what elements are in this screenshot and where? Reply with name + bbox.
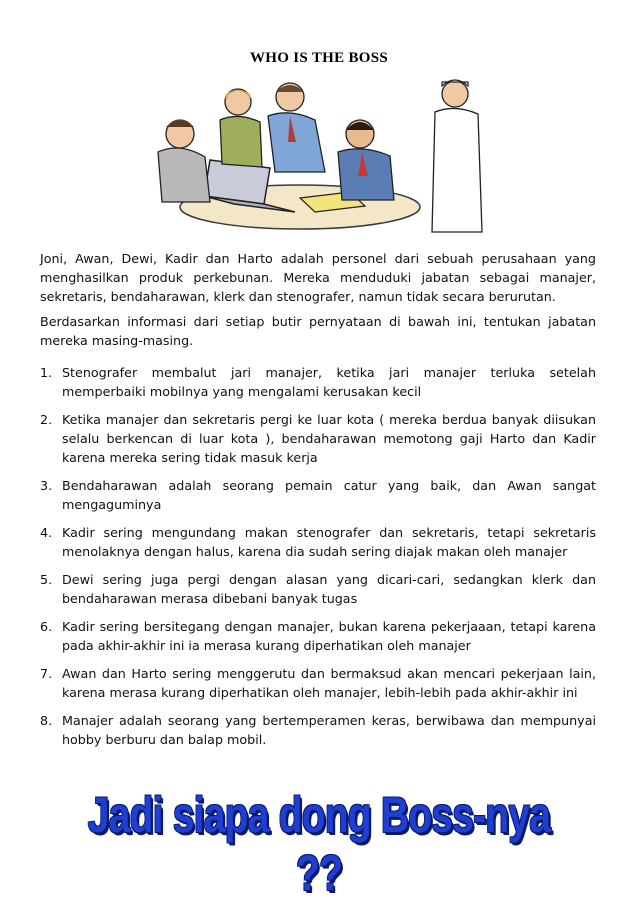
- list-number: 5.: [40, 572, 53, 587]
- list-item: [40, 363, 596, 401]
- list-number: 3.: [40, 478, 53, 493]
- list-text: Awan dan Harto sering menggerutu dan bermaksud akan mencari pekerjaan lain, karena merasa kurang diperhatikan oleh manajer, lebih-lebih pada akhir-akhir ini: [62, 666, 596, 700]
- list-number: 7.: [40, 666, 53, 681]
- list-item: [40, 476, 596, 514]
- list-text: Manajer adalah seorang yang bertemperamen keras, berwibawa dan mempunyai hobby berburu dan balap mobil.: [62, 713, 596, 747]
- list-number: 2.: [40, 412, 53, 427]
- closing-question-banner: Jadi siapa dong Boss-nya ??: [87, 787, 551, 901]
- list-text: Dewi sering juga pergi dengan alasan yang dicari-cari, sedangkan klerk dan bendaharawan merasa dibebani banyak tugas: [62, 572, 596, 606]
- list-item: [40, 664, 596, 702]
- list-text: Kadir sering bersitegang dengan manajer, bukan karena pekerjaaan, tetapi karena pada akhir-akhir ini ia merasa kurang diperhatikan oleh manajer: [62, 619, 596, 653]
- list-number: 4.: [40, 525, 53, 540]
- list-item: [40, 711, 596, 749]
- page-title: WHO IS THE BOSS: [249, 50, 389, 66]
- office-team-clipart: [150, 72, 490, 237]
- clue-list: [40, 363, 596, 758]
- list-number: 6.: [40, 619, 53, 634]
- list-item: [40, 410, 596, 467]
- list-text: Kadir sering mengundang makan stenografer dan sekretaris, tetapi sekretaris menolaknya dengan halus, karena dia sudah sering diajak makan oleh manajer: [62, 525, 596, 559]
- list-text: Bendaharawan adalah seorang pemain catur yang baik, dan Awan sangat mengaguminya: [62, 478, 596, 512]
- instruction-paragraph: Berdasarkan informasi dari setiap butir pernyataan di bawah ini, tentukan jabatan mereka masing-masing.: [40, 314, 596, 348]
- list-item: [40, 617, 596, 655]
- list-number: 1.: [40, 365, 53, 380]
- intro-paragraph: Joni, Awan, Dewi, Kadir dan Harto adalah personel dari sebuah perusahaan yang menghasilkan produk perkebunan. Mereka menduduki jabatan sebagai manajer, sekretaris, bendaharawan, klerk dan stenografer, namun tidak secara berurutan.: [40, 251, 596, 304]
- list-text: Ketika manajer dan sekretaris pergi ke luar kota ( mereka berdua banyak diisukan selalu berkencan di luar kota ), bendaharawan memotong gaji Harto dan Kadir karena mereka sering tidak masuk kerja: [62, 412, 596, 465]
- list-text: Stenografer membalut jari manajer, ketika jari manajer terluka setelah memperbaiki mobilnya yang mengalami kerusakan kecil: [62, 365, 596, 399]
- list-number: 8.: [40, 713, 53, 728]
- list-item: [40, 523, 596, 561]
- list-item: [40, 570, 596, 608]
